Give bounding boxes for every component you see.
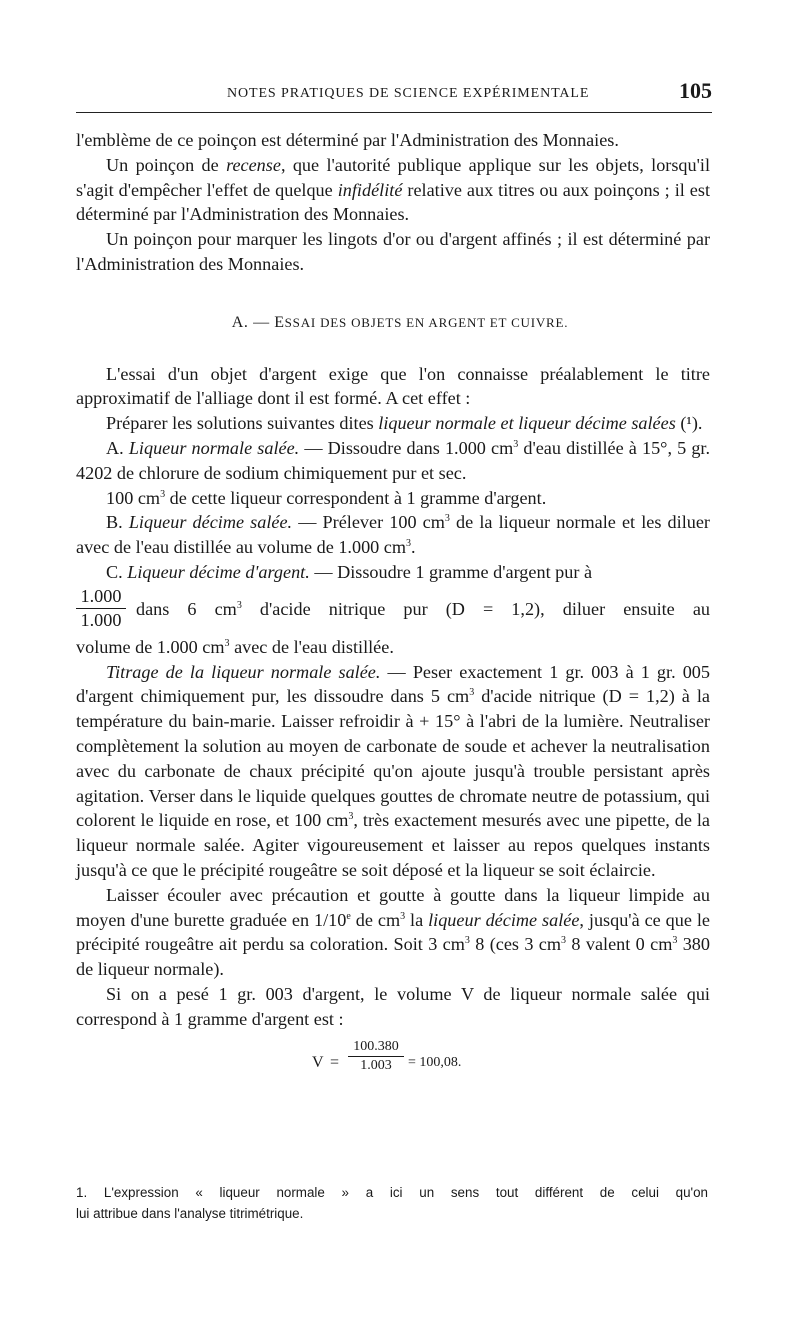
- paragraph-laisser-ecouler: Laisser écouler avec précaution et goutte à goutte dans la liqueur limpide au moyen d'une burette graduée en 1/10e de $cm^3$ la liqueur décime salée, jusqu'à ce que le précipité rougeâtre ait perdu sa coloration. Soit 3 $cm^3$ 8 (ces 3 $cm^3$ 8 valent 0 $cm^3$ 380 de liqueur normale).: [76, 884, 710, 980]
- item-a-liqueur-normale: A. Liqueur normale salée. — Dissoudre dans 1.000 $cm^3$ d'eau distillée à 15°, 5 gr. 4202 de chlorure de sodium chimiquement pur et sec.: [76, 437, 711, 483]
- formula-equals: =: [330, 1053, 340, 1071]
- paragraph-correspondance: 100 $cm^3$ de cette liqueur correspondent à 1 gramme d'argent.: [106, 487, 547, 508]
- section-heading: A. — ESSAI DES OBJETS EN ARGENT ET CUIVRE.: [231, 313, 569, 331]
- formula-fraction: 100.380 1.003: [348, 1038, 404, 1075]
- fraction-line: $\frac{1.000}{1.000}$ dans 6 $cm^3$ d'acide nitrique pur (D = 1,2), diluer ensuite au: [76, 585, 710, 635]
- paragraph-essai: L'essai d'un objet d'argent exige que l'on connaisse préalablement le titre approximatif de l'alliage dont il est formé. A cet effet :: [76, 363, 710, 409]
- running-head: NOTES PRATIQUES DE SCIENCE EXPÉRIMENTALE: [227, 86, 590, 101]
- item-b-liqueur-decime: B. Liqueur décime salée. — Prélever 100 $cm^3$ de la liqueur normale et les diluer avec de l'eau distillée au volume de 1.000 $cm^3$.: [76, 512, 710, 558]
- page-number: 105: [679, 78, 712, 103]
- paragraph-si-on-a-pese: Si on a pesé 1 gr. 003 d'argent, le volume V de liqueur normale salée qui correspond à 1 gramme d'argent est :: [76, 983, 710, 1029]
- inline-fraction: $\frac{1.000}{1.000}$: [76, 585, 126, 632]
- page-body: [76, 128, 710, 1084]
- paragraph-lingots: Un poinçon pour marquer les lingots d'or ou d'argent affinés ; il est déterminé par l'Administration des Monnaies.: [76, 229, 710, 274]
- paragraph-preparer: Préparer les solutions suivantes dites liqueur normale et liqueur décime salées (¹).: [106, 413, 703, 434]
- paragraph-titrage: Titrage de la liqueur normale salée. — Peser exactement 1 gr. 003 à 1 gr. 005 d'argent chimiquement pur, les dissoudre dans 5 $cm^3$ d'acide nitrique (D = 1,2) à la température du bain-marie. Laisser refroidir à + 15° à l'abri de la lumière. Neutraliser complètement la solution au moyen de carbonate de soude et achever la neutralisation avec du carbonate de chaux précipité qu'on ajoute jusqu'à trouble persistant après agitation. Verser dans le liquide quelques gouttes de chromate neutre de potassium, qui colorent le liquide en rose, et 100 $cm^3$, très exactement mesurés avec une pipette, de la liqueur normale salée. Agiter vigoureusement et laisser au repos quelques instants jusqu'à ce que le précipité rougeâtre se soit déposé et la liqueur se soit éclaircie.: [76, 661, 711, 880]
- page-header: [76, 78, 712, 104]
- paragraph-recense: Un poinçon de recense, que l'autorité publique applique sur les objets, lorsqu'il s'agit d'empêcher l'effet de quelque infidélité relative aux titres ou aux poinçons ; il est déterminé par l'Administration des Monnaies.: [76, 154, 711, 225]
- footnote: [76, 1182, 708, 1224]
- formula-result: = 100,08.: [408, 1054, 462, 1070]
- item-c-continuation: volume de 1.000 $cm^3$ avec de l'eau distillée.: [76, 636, 394, 657]
- footnote-reference: (¹).: [675, 413, 703, 434]
- formula-lhs: V: [312, 1053, 324, 1071]
- footnote-line-1: 1. L'expression « liqueur normale » a ici un sens tout différent de celui qu'on: [76, 1185, 708, 1200]
- item-c-liqueur-argent: C. Liqueur décime d'argent. — Dissoudre 1 gramme d'argent pur à: [106, 561, 593, 582]
- footnote-line-2: lui attribue dans l'analyse titrimétrique.: [76, 1206, 304, 1221]
- header-rule: [76, 112, 712, 113]
- paragraph-continuation: l'emblème de ce poinçon est déterminé par l'Administration des Monnaies.: [76, 130, 619, 150]
- formula-volume: [76, 1038, 710, 1084]
